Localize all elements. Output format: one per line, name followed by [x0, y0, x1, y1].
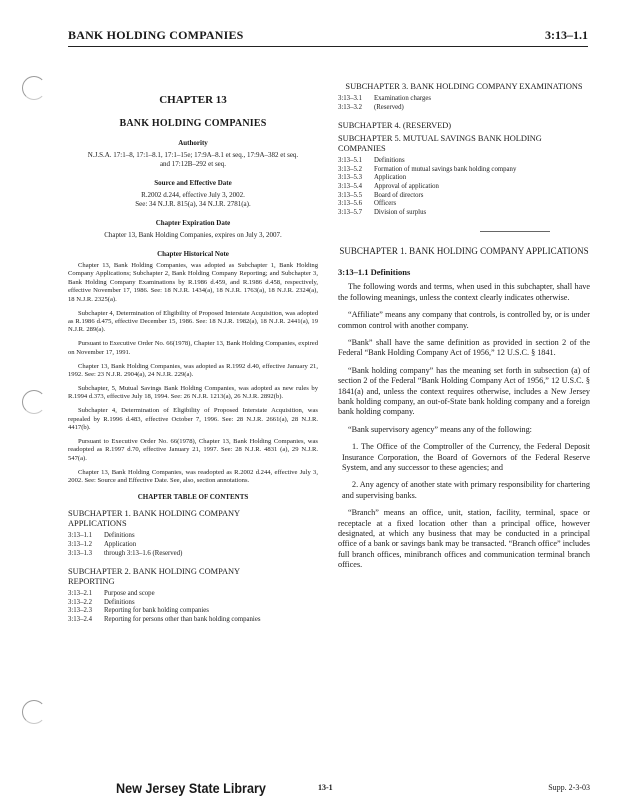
library-stamp: New Jersey State Library: [116, 780, 266, 796]
toc-row: 3:13–2.2 Definitions: [68, 598, 135, 606]
page-footer: [68, 780, 590, 796]
toc-subchapter-title: SUBCHAPTER 5. MUTUAL SAVINGS BANK HOLDING COMPANIES: [338, 134, 542, 154]
punch-hole-mark: [22, 390, 46, 414]
toc-row: 3:13–2.3 Reporting for bank holding companies: [68, 607, 209, 615]
running-header: [68, 28, 588, 47]
supplement-date: Supp. 2-3-03: [548, 783, 590, 792]
toc-row: 3:13–5.6 Officers: [338, 200, 397, 208]
history-note: Chapter 13, Bank Holding Companies, was adopted as Subchapter 1, Bank Holding Company Applications; Subchapter 2, Bank Holding Company Reporting; and Subchapter 3, Bank Holding Company Examinations by R.1986 d.459, and R.1986 d.458, respectively, effective November 17, 1986. See: 18 N.J.R. 1434(a), 18 N.J.R. 1763(a), 18 N.J.R. 2324(a), 18 N.J.R. 2325(a).: [68, 262, 318, 303]
toc-row: 3:13–3.2 (Reserved): [338, 103, 404, 111]
agency-item: 2. Any agency of another state with primary responsibility for chartering and supervising banks.: [342, 480, 590, 500]
toc-subchapter-title: SUBCHAPTER 2. BANK HOLDING COMPANY REPORTING: [68, 567, 240, 587]
source-heading: Source and Effective Date: [154, 179, 232, 187]
history-note: Pursuant to Executive Order No. 66(1978), Chapter 13, Bank Holding Companies, was readopted as R.1997 d.70, effective January 21, 1997. See: 28 N.J.R. 4831 (a), 29 N.J.R. 547(a).: [68, 437, 318, 462]
history-note: Pursuant to Executive Order No. 66(1978), Chapter 13, Bank Holding Companies, expired on November 17, 1991.: [68, 340, 318, 356]
punch-hole-mark: [22, 700, 46, 724]
toc-row: 3:13–1.3 through 3:13–1.6 (Reserved): [68, 549, 183, 557]
history-note: Chapter 13, Bank Holding Companies, was adopted as R.1992 d.40, effective January 21, 1992. See: 23 N.J.R. 2904(a), 24 N.J.R. 229(a).: [68, 362, 318, 378]
source-line: See: 34 N.J.R. 815(a), 34 N.J.R. 2781(a).: [135, 200, 251, 208]
left-column: [68, 82, 318, 625]
toc-list: [68, 590, 318, 624]
body-subchapter-title: SUBCHAPTER 1. BANK HOLDING COMPANY APPLICATIONS: [339, 246, 589, 257]
history-note: Subchapter 4, Determination of Eligibility of Proposed Interstate Acquisition, was repealed by R.1996 d.483, effective October 7, 1996. See: 28 N.J.R. 2661(a), 28 N.J.R. 4417(b).: [68, 407, 318, 431]
page-number: 13-1: [318, 783, 333, 792]
toc-list: [338, 157, 590, 217]
toc-list: [338, 95, 590, 112]
section-heading: 3:13–1.1 Definitions: [338, 267, 411, 278]
definition-bank-holding-company: “Bank holding company” has the meaning set forth in subsection (a) of section 2 of the Federal “Bank Holding Company Act of 1956,” 12 U.S.C. § 1841(a) and, unless the context requires otherwise, includes a New Jersey bank holding company, an out-of-State bank holding company and a foreign bank holding company.: [338, 365, 590, 417]
section-divider: [480, 231, 550, 232]
source-line: R.2002 d.244, effective July 3, 2002.: [141, 191, 245, 199]
history-note: Subchapter 4, Determination of Eligibility of Proposed Interstate Acquisition, was adopted as R.1986 d.475, effective December 15, 1986. See: 18 N.J.R. 1982(a), 18 N.J.R. 2441(a), 19 N.J.R. 289(a).: [68, 309, 318, 334]
definition-intro: The following words and terms, when used in this subchapter, shall have the following meanings, unless the context clearly indicates otherwise.: [338, 282, 590, 302]
toc-subchapter-title: SUBCHAPTER 4. (RESERVED): [338, 121, 452, 131]
definition-bank-supervisory-agency: “Bank supervisory agency” means any of the following:: [348, 424, 532, 434]
toc-row: 3:13–1.2 Application: [68, 541, 137, 549]
authority-heading: Authority: [178, 139, 208, 147]
punch-hole-mark: [22, 76, 46, 100]
chapter-number: CHAPTER 13: [159, 94, 227, 106]
toc-row: 3:13–5.7 Division of surplus: [338, 208, 427, 216]
toc-row: 3:13–5.5 Board of directors: [338, 191, 424, 199]
header-title: BANK HOLDING COMPANIES: [68, 28, 244, 42]
history-note: Chapter 13, Bank Holding Companies, was readopted as R.2002 d.244, effective July 3, 2002. See: Source and Effective Date. See, also, section annotations.: [68, 468, 318, 485]
right-column: [338, 82, 590, 578]
agency-item: 1. The Office of the Comptroller of the Currency, the Federal Deposit Insurance Corporation, the Board of Governors of the Federal Reserve System, and any successor to these agencies; and: [342, 442, 590, 473]
toc-row: 3:13–2.1 Purpose and scope: [68, 590, 155, 598]
toc-row: 3:13–3.1 Examination charges: [338, 95, 432, 102]
expiration-heading: Chapter Expiration Date: [155, 219, 231, 227]
toc-subchapter-title: SUBCHAPTER 3. BANK HOLDING COMPANY EXAMINATIONS: [345, 82, 583, 91]
toc-row: 3:13–5.3 Application: [338, 174, 407, 182]
toc-row: 3:13–2.4 Reporting for persons other than bank holding companies: [68, 616, 261, 623]
expiration-text: Chapter 13, Bank Holding Companies, expires on July 3, 2007.: [104, 231, 282, 239]
history-heading: Chapter Historical Note: [157, 250, 229, 258]
definition-bank: “Bank” shall have the same definition as provided in section 2 of the Federal “Bank Holding Company Act of 1956,” 12 U.S.C. § 1841.: [338, 337, 590, 358]
header-section-number: 3:13–1.1: [545, 28, 588, 42]
toc-row: 3:13–5.2 Formation of mutual savings bank holding company: [338, 165, 517, 173]
toc-row: 3:13–1.1 Definitions: [68, 532, 135, 540]
toc-row: 3:13–5.1 Definitions: [338, 157, 405, 165]
authority-text: N.J.S.A. 17:1–8, 17:1–8.1, 17:1–15e; 17:9A–8.1 et seq., 17:9A–382 et seq. and 17:12B–292 et seq.: [87, 151, 299, 168]
definition-affiliate: “Affiliate” means any company that controls, is controlled by, or is under common control with another company.: [338, 310, 590, 330]
history-note: Subchapter, 5, Mutual Savings Bank Holding Companies, was adopted as new rules by R.1994 d.373, effective July 18, 1994. See: 26 N.J.R. 1213(a), 26 N.J.R. 2892(b).: [68, 384, 318, 401]
toc-subchapter-title: SUBCHAPTER 1. BANK HOLDING COMPANY APPLICATIONS: [68, 509, 240, 529]
chapter-title: BANK HOLDING COMPANIES: [119, 118, 267, 129]
toc-row: 3:13–5.4 Approval of application: [338, 182, 439, 190]
toc-heading: CHAPTER TABLE OF CONTENTS: [137, 493, 249, 502]
definition-branch: “Branch” means an office, unit, station, facility, terminal, space or receptacle at a fixed location other than a principal office, however designated, at which any business that may be conducted in a principal office of a bank or savings bank may be transacted. “Branch office” includes full branch offices, minibranch offices and communication terminal branch offices.: [338, 508, 590, 570]
toc-list: [68, 532, 318, 558]
